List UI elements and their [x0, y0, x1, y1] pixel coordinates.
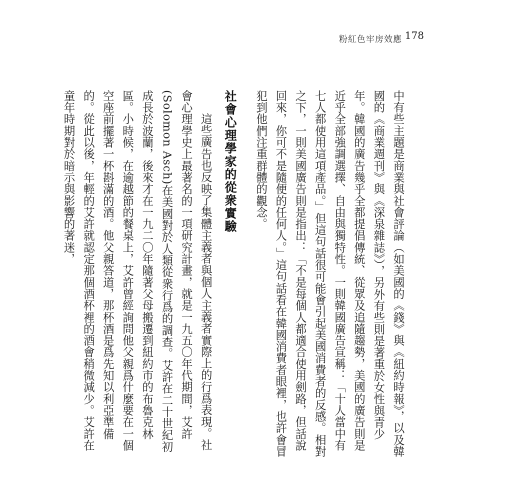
- vertical-text-block: [59, 90, 408, 460]
- page-number: 178: [404, 31, 424, 42]
- paragraph-advertising-comparison: 中有些主題是商業與社會評論（如美國的《錢》與《紐約時報》，以及韓國的《商業週刊》與《深泉雜誌》），另外有些則是著重於女性與青少年。韓國的廣告幾乎全都提倡傳統、從眾及追隨趨勢，美國的廣告則是近乎全部強調選擇、自由與獨特性。一則韓國廣告宣稱：「十人當中有七人都使用這項產品。」但這句話很可能會引起美國消費者的反感。相對之下，一則美國廣告則是指出：「不是每個人都適合使用劍路，但話說回來，你可不是隨便的任何人。」這句話看在韓國消費者眼裡，也許會冒犯到他們注重群體的觀念。: [254, 90, 405, 458]
- paragraph-text-end: 在美國對於人類從衆行爲的調查。艾許在二十世紀初成長於波蘭，後來才在一九二〇年隨著父母搬遷到紐約市的布魯克林區。小時候，在逾越節的餐桌上，艾許曾經詢問他父親爲什麼要在一個空座前擺著一杯斟滿的酒。他父親答道，那杯酒是爲先知以利亞準備的。從此以後，年輕的艾許就認定那個酒杯裡的酒會稍微減少。艾許在童年時期對於暗示與影響的著迷，: [62, 90, 174, 453]
- section-heading: 社會心理學家的從衆實驗: [223, 90, 238, 233]
- running-header: 粉紅色牢房效應: [338, 35, 402, 45]
- paragraph-text-start: 這些廣告也反映了集體主義者與個人主義者實際上的行爲表現。社會心理學史上最著名的一項研究計畫，就是一九五〇年代期間，艾許: [180, 90, 213, 451]
- latin-name: (Solomon Asch): [160, 90, 174, 185]
- paragraph-asch-experiment: [59, 90, 216, 460]
